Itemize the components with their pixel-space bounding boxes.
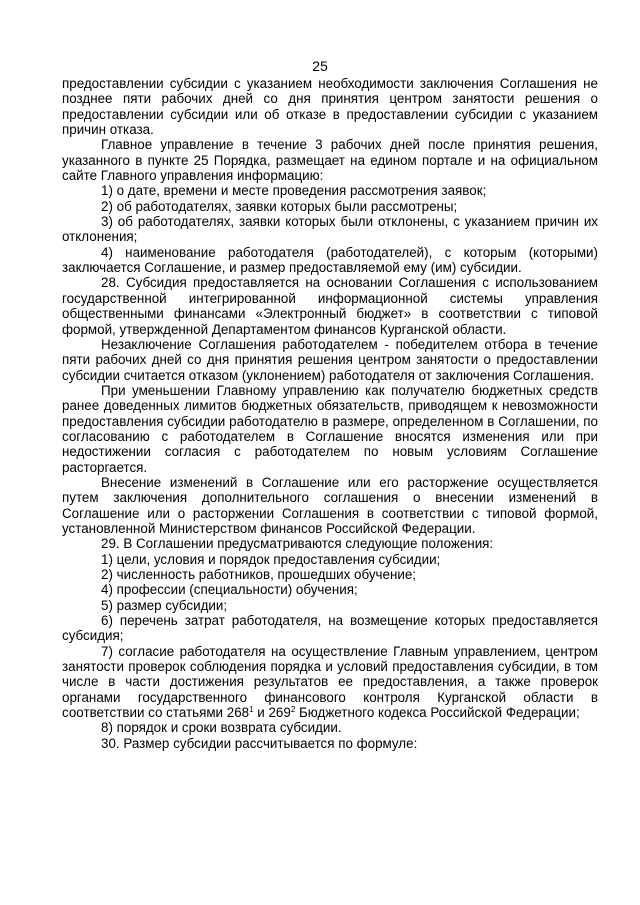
list-item: 2) об работодателях, заявки которых были рассмотрены;	[101, 198, 458, 214]
list-item: 1) цели, условия и порядок предоставления субсидии;	[101, 551, 441, 567]
list-item-text: и 269	[253, 705, 291, 721]
list-item: 2) численность работников, прошедших обучение;	[101, 567, 417, 582]
superscript: 2	[290, 705, 296, 715]
list-item	[62, 644, 598, 721]
list-item: 5) размер субсидии;	[101, 597, 228, 613]
paragraph: предоставлении субсидии с указанием необходимости заключения Соглашения не позднее пяти рабочих дней со дня принятия центром занятости решения о предоставлении субсидии или об отказе в предоставлении субсидии с указанием причин отказа.	[62, 76, 598, 138]
list-item-text: 7) согласие работодателя на осуществление Главным управлением, центром занятости проверок соблюдения порядка и условий предоставления субсидии, в том числе в части достижения результатов ее предоставления, а также проверок органами государственного финансового контроля Курганской области в соответствии со статьями 268	[62, 643, 598, 721]
page-number: 25	[312, 58, 328, 74]
paragraph: 30. Размер субсидии рассчитывается по формуле:	[101, 735, 418, 751]
list-item: 8) порядок и сроки возврата субсидии.	[101, 720, 342, 736]
list-item: 3) об работодателях, заявки которых были отклонены, с указанием причин их отклонения;	[62, 214, 598, 245]
paragraph: 29. В Соглашении предусматриваются следующие положения:	[101, 536, 494, 552]
paragraph: 28. Субсидия предоставляется на основании Соглашения с использованием государственной интегрированной информационной системы управления общественными финансами «Электронный бюджет» в соответствии с типовой формой, утвержденной Департаментом финансов Курганской области.	[62, 275, 598, 337]
paragraph: Главное управление в течение 3 рабочих дней после принятия решения, указанного в пункте 25 Порядка, размещает на едином портале и на официальном сайте Главного управления информацию:	[62, 137, 598, 184]
list-item: 6) перечень затрат работодателя, на возмещение которых предоставляется субсидия;	[62, 613, 598, 644]
list-item-text: Бюджетного кодекса Российской Федерации;	[295, 705, 580, 721]
document-body	[62, 76, 598, 751]
list-item: 1) о дате, времени и месте проведения рассмотрения заявок;	[101, 183, 487, 199]
paragraph: Незаключение Соглашения работодателем - победителем отбора в течение пяти рабочих дней со дня принятия решения центром занятости о предоставлении субсидии считается отказом (уклонением) работодателя от заключения Соглашения.	[62, 336, 598, 383]
paragraph: Внесение изменений в Соглашение или его расторжение осуществляется путем заключения дополнительного соглашения о внесении изменений в Соглашение или о расторжении Соглашения в соответствии с типовой формой, установленной Министерством финансов Российской Федерации.	[62, 474, 598, 536]
list-item: 4) профессии (специальности) обучения;	[101, 582, 358, 598]
list-item: 4) наименование работодателя (работодателей), с которым (которыми) заключается Соглашение, и размер предоставляемой ему (им) субсидии.	[62, 244, 598, 276]
paragraph: При уменьшении Главному управлению как получателю бюджетных средств ранее доведенных лимитов бюджетных обязательств, приводящем к невозможности предоставления субсидии работодателю в размере, определенном в Соглашении, по согласованию с работодателем в Соглашение вносятся изменения или при недостижении согласия с работодателем по новым условиям Соглашение расторгается.	[62, 382, 598, 475]
superscript: 1	[249, 705, 254, 715]
